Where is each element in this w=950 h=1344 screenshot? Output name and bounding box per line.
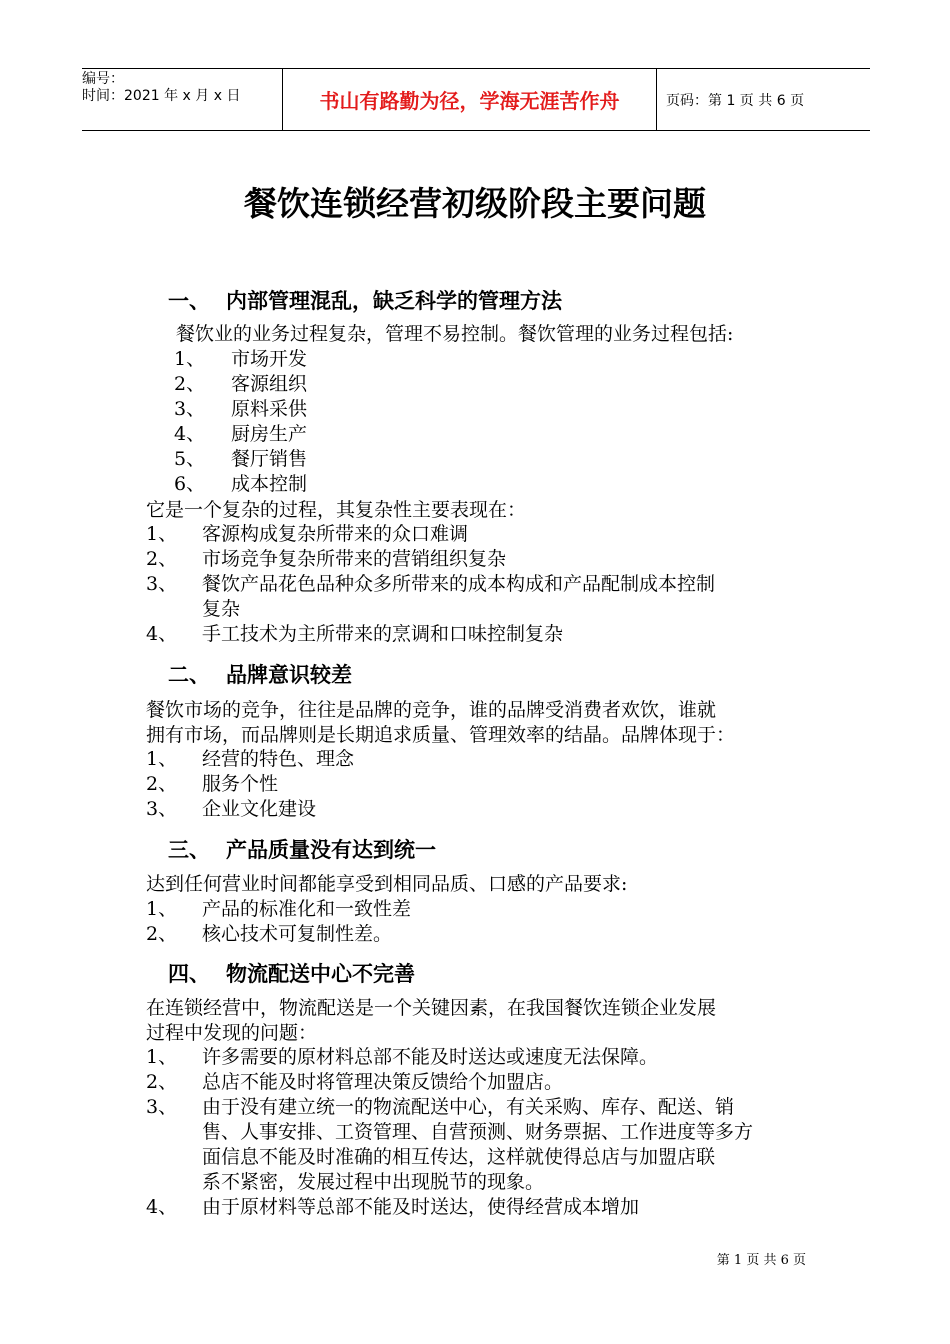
list-text-continued: 复杂 bbox=[202, 598, 241, 620]
list-text: 由于没有建立统一的物流配送中心，有关采购、库存、配送、销 bbox=[202, 1096, 735, 1118]
list-item bbox=[146, 572, 826, 622]
section-title: 物流配送中心不完善 bbox=[226, 962, 415, 986]
list-number: 1、 bbox=[146, 748, 178, 770]
list-text: 企业文化建设 bbox=[202, 798, 317, 820]
section-number: 一、 bbox=[168, 289, 210, 313]
list-text: 客源组织 bbox=[231, 373, 308, 395]
list-text: 由于原材料等总部不能及时送达，使得经营成本增加 bbox=[202, 1196, 640, 1218]
paragraph: 餐饮业的业务过程复杂，管理不易控制。餐饮管理的业务过程包括: bbox=[176, 323, 734, 345]
list-text: 手工技术为主所带来的烹调和口味控制复杂 bbox=[202, 623, 564, 645]
list-text: 餐饮产品花色品种众多所带来的成本构成和产品配制成本控制 bbox=[202, 573, 716, 595]
header-page-info: 页码：第 1 页 共 6 页 bbox=[666, 92, 805, 109]
list-number: 1、 bbox=[146, 1046, 178, 1068]
section-title: 产品质量没有达到统一 bbox=[226, 838, 436, 862]
list-number: 4、 bbox=[174, 423, 206, 445]
list-item bbox=[146, 1095, 826, 1195]
header-motto: 书山有路勤为径，学海无涯苦作舟 bbox=[282, 69, 657, 130]
list-number: 4、 bbox=[146, 1196, 178, 1218]
document-number-label: 编号： bbox=[82, 71, 124, 87]
section-heading bbox=[168, 285, 562, 315]
section-number: 四、 bbox=[168, 962, 210, 986]
section-heading bbox=[168, 834, 436, 864]
list-text: 成本控制 bbox=[231, 473, 308, 495]
list-text: 客源构成复杂所带来的众口难调 bbox=[202, 523, 469, 545]
list-number: 2、 bbox=[146, 773, 178, 795]
list-text: 经营的特色、理念 bbox=[202, 748, 355, 770]
page-footer: 第 1 页 共 6 页 bbox=[716, 1253, 806, 1268]
list-number: 2、 bbox=[146, 923, 178, 945]
list-text-continued: 面信息不能及时准确的相互传达，这样就使得总店与加盟店联 bbox=[202, 1146, 716, 1168]
paragraph-line: 餐饮市场的竞争，往往是品牌的竞争，谁的品牌受消费者欢饮，谁就 bbox=[146, 699, 717, 721]
list-text: 核心技术可复制性差。 bbox=[202, 923, 393, 945]
section-heading bbox=[168, 958, 415, 988]
header-meta bbox=[82, 69, 282, 132]
list-number: 4、 bbox=[146, 623, 178, 645]
list-text: 服务个性 bbox=[202, 773, 279, 795]
list-text-continued: 系不紧密，发展过程中出现脱节的现象。 bbox=[202, 1171, 545, 1193]
list-number: 3、 bbox=[146, 798, 178, 820]
list-number: 1、 bbox=[146, 523, 178, 545]
list-number: 2、 bbox=[174, 373, 206, 395]
paragraph-line: 过程中发现的问题： bbox=[146, 1022, 318, 1044]
page-header bbox=[82, 68, 870, 131]
list-text: 厨房生产 bbox=[231, 423, 308, 445]
list-text: 市场竞争复杂所带来的营销组织复杂 bbox=[202, 548, 507, 570]
list-text: 产品的标准化和一致性差 bbox=[202, 898, 412, 920]
section-heading bbox=[168, 659, 352, 689]
list-number: 3、 bbox=[146, 1096, 178, 1118]
section-title: 内部管理混乱，缺乏科学的管理方法 bbox=[226, 289, 562, 313]
paragraph-line: 拥有市场，而品牌则是长期追求质量、管理效率的结晶。品牌体现于： bbox=[146, 724, 736, 746]
list-number: 2、 bbox=[146, 1071, 178, 1093]
document-date: 时间：2021 年 x 月 x 日 bbox=[82, 88, 241, 104]
list-number: 1、 bbox=[174, 348, 206, 370]
list-number: 1、 bbox=[146, 898, 178, 920]
list-text: 原料采供 bbox=[231, 398, 308, 420]
paragraph: 达到任何营业时间都能享受到相同品质、口感的产品要求: bbox=[146, 873, 628, 895]
list-text-continued: 售、人事安排、工资管理、自营预测、财务票据、工作进度等多方 bbox=[202, 1121, 754, 1143]
document-title: 餐饮连锁经营初级阶段主要问题 bbox=[244, 184, 706, 223]
list-number: 3、 bbox=[146, 573, 178, 595]
list-text: 许多需要的原材料总部不能及时送达或速度无法保障。 bbox=[202, 1046, 659, 1068]
section-title: 品牌意识较差 bbox=[226, 663, 352, 687]
list-number: 6、 bbox=[174, 473, 206, 495]
list-text: 总店不能及时将管理决策反馈给个加盟店。 bbox=[202, 1071, 564, 1093]
list-text: 餐厅销售 bbox=[231, 448, 308, 470]
section-number: 二、 bbox=[168, 663, 210, 687]
list-number: 2、 bbox=[146, 548, 178, 570]
paragraph-line: 在连锁经营中，物流配送是一个关键因素，在我国餐饮连锁企业发展 bbox=[146, 997, 717, 1019]
section-number: 三、 bbox=[168, 838, 210, 862]
list-number: 3、 bbox=[174, 398, 206, 420]
list-number: 5、 bbox=[174, 448, 206, 470]
paragraph: 它是一个复杂的过程，其复杂性主要表现在： bbox=[146, 499, 527, 521]
list-text: 市场开发 bbox=[231, 348, 308, 370]
